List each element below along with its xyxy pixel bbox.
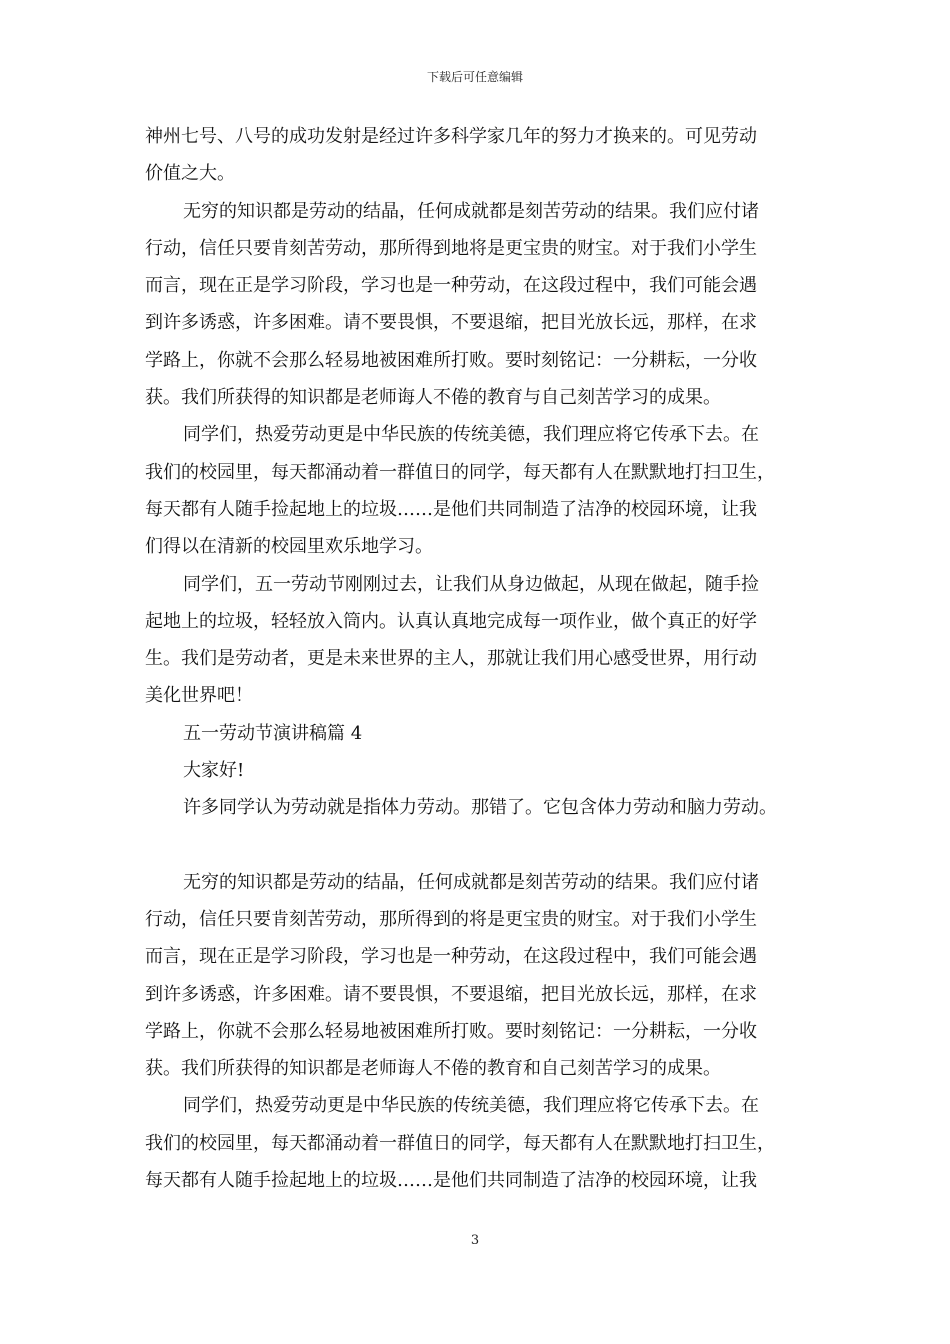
- page-header: 下载后可任意编辑: [426, 70, 523, 84]
- text-line: 我们的校园里，每天都涌动着一群值日的同学，每天都有人在默默地打扫卫生，: [145, 1132, 775, 1154]
- text-line: 获。我们所获得的知识都是老师诲人不倦的教育和自己刻苦学习的成果。: [145, 1058, 721, 1080]
- paragraph: [145, 416, 810, 565]
- paragraph: [145, 789, 810, 826]
- text-line: 同学们，热爱劳动更是中华民族的传统美德，我们理应将它传承下去。在: [183, 1095, 759, 1117]
- text-line: 行动，信任只要肯刻苦劳动，那所得到的将是更宝贵的财宝。对于我们小学生: [145, 908, 757, 930]
- text-line: 价值之大。: [145, 163, 235, 185]
- text-line: 同学们，热爱劳动更是中华民族的传统美德，我们理应将它传承下去。在: [183, 424, 759, 446]
- text-line: 到许多诱惑，许多困难。请不要畏惧，不要退缩，把目光放长远，那样，在求: [145, 312, 757, 334]
- paragraph: [145, 1087, 810, 1199]
- paragraph: [145, 752, 810, 789]
- text-line: 起地上的垃圾，轻轻放入筒内。认真认真地完成每一项作业，做个真正的好学: [145, 610, 757, 632]
- text-line: 无穷的知识都是劳动的结晶，任何成就都是刻苦劳动的结果。我们应付诸: [183, 200, 759, 222]
- text-line: 美化世界吧！: [145, 685, 253, 707]
- document-body: [145, 118, 810, 1199]
- text-line: 许多同学认为劳动就是指体力劳动。那错了。它包含体力劳动和脑力劳动。: [183, 797, 777, 819]
- text-line: 而言，现在正是学习阶段，学习也是一种劳动，在这段过程中，我们可能会遇: [145, 275, 757, 297]
- text-line: 获。我们所获得的知识都是老师诲人不倦的教育与自己刻苦学习的成果。: [145, 387, 721, 409]
- text-line: 们得以在清新的校园里欢乐地学习。: [145, 536, 433, 558]
- paragraph: [145, 864, 810, 1088]
- text-line: 到许多诱惑，许多困难。请不要畏惧，不要退缩，把目光放长远，那样，在求: [145, 983, 757, 1005]
- paragraph: [145, 118, 810, 193]
- text-line: 大家好!: [183, 760, 245, 782]
- text-line: 每天都有人随手捡起地上的垃圾……是他们共同制造了洁净的校园环境，让我: [145, 498, 757, 520]
- page-number: 3: [470, 1233, 480, 1248]
- paragraph: [145, 715, 810, 752]
- text-line: 同学们，五一劳动节刚刚过去，让我们从身边做起，从现在做起，随手捡: [183, 573, 759, 595]
- text-line: 无穷的知识都是劳动的结晶，任何成就都是刻苦劳动的结果。我们应付诸: [183, 871, 759, 893]
- text-line: 行动，信任只要肯刻苦劳动，那所得到地将是更宝贵的财宝。对于我们小学生: [145, 237, 757, 259]
- paragraph: [145, 566, 810, 715]
- text-line: 学路上，你就不会那么轻易地被困难所打败。要时刻铭记：一分耕耘，一分收: [145, 1020, 757, 1042]
- text-line: 生。我们是劳动者，更是未来世界的主人，那就让我们用心感受世界，用行动: [145, 648, 757, 670]
- text-line: 五一劳动节演讲稿篇 4: [183, 722, 363, 744]
- text-line: 学路上，你就不会那么轻易地被困难所打败。要时刻铭记：一分耕耘，一分收: [145, 349, 757, 371]
- text-line: 神州七号、八号的成功发射是经过许多科学家几年的努力才换来的。可见劳动: [145, 126, 757, 147]
- text-line: 我们的校园里，每天都涌动着一群值日的同学，每天都有人在默默地打扫卫生，: [145, 461, 775, 483]
- text-line: 每天都有人随手捡起地上的垃圾……是他们共同制造了洁净的校园环境，让我: [145, 1170, 757, 1192]
- text-line: 而言，现在正是学习阶段，学习也是一种劳动，在这段过程中，我们可能会遇: [145, 946, 757, 968]
- paragraph-gap: [145, 827, 810, 864]
- paragraph: [145, 193, 810, 417]
